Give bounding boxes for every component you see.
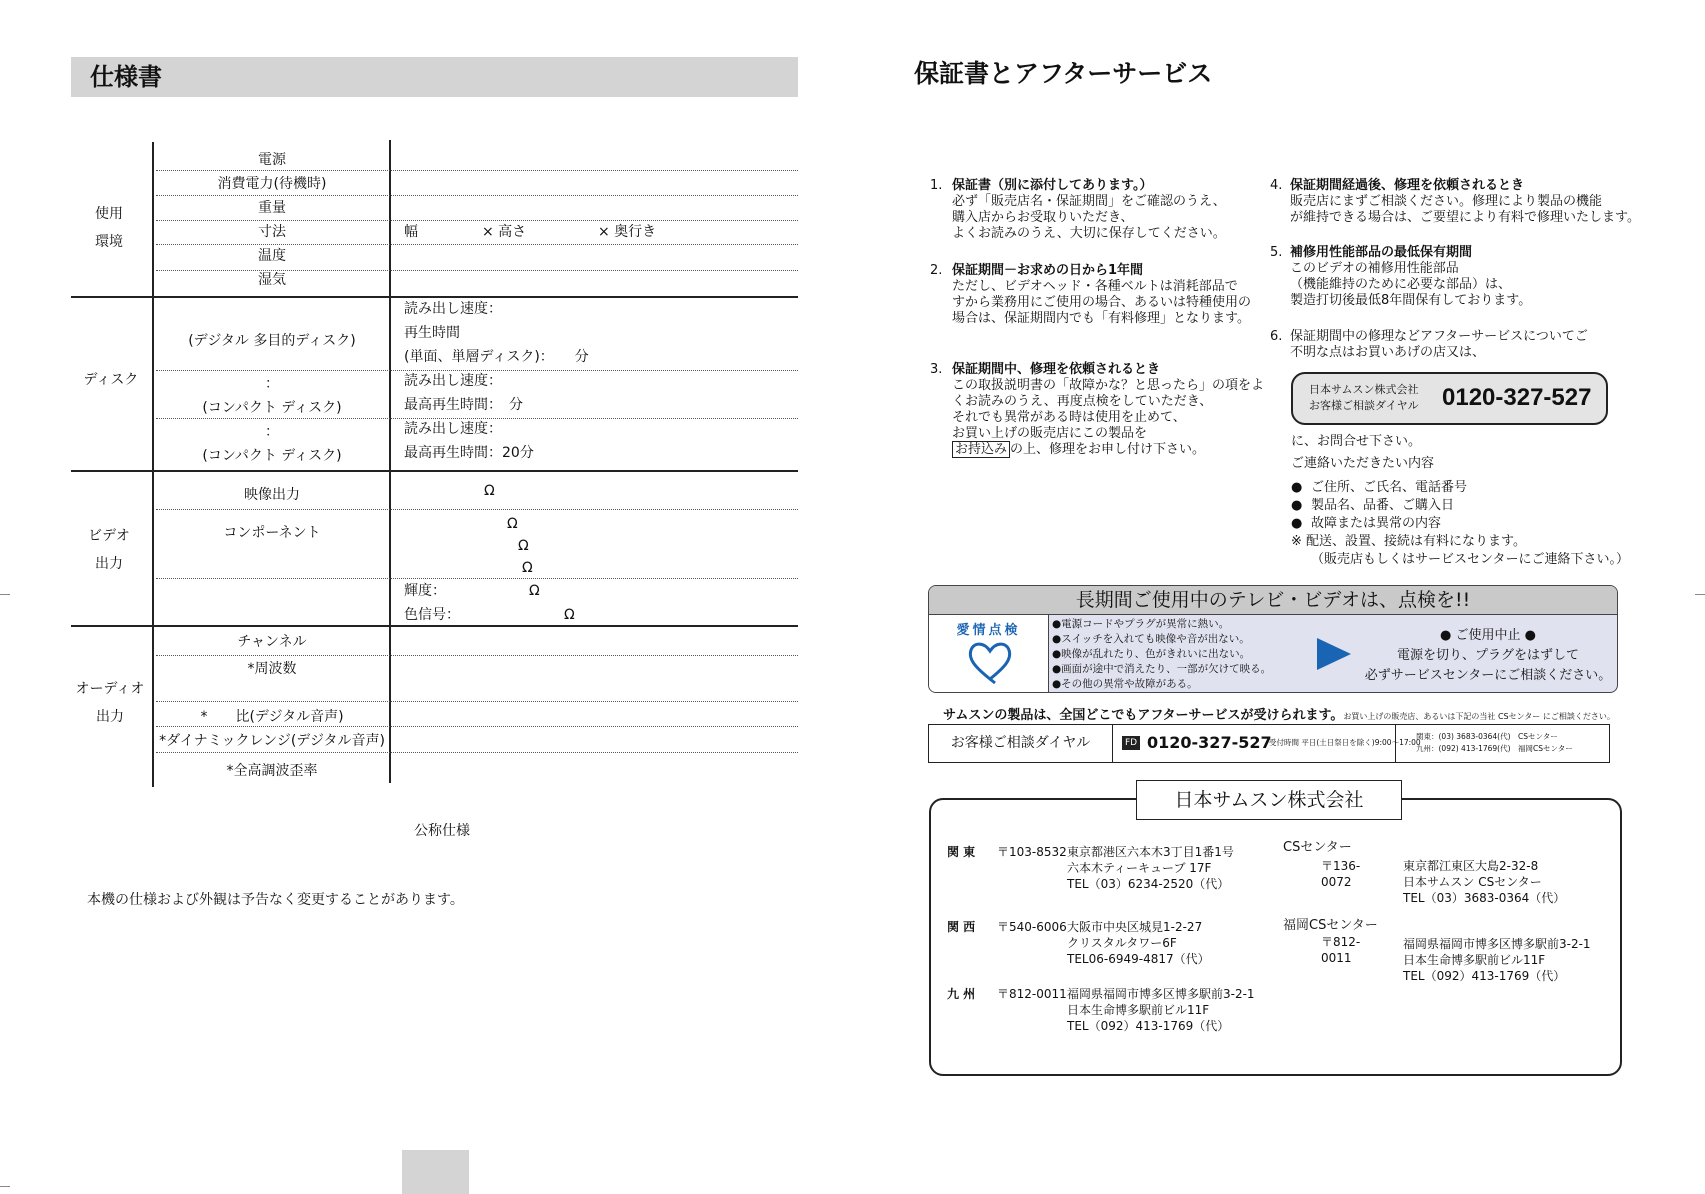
audio-item: チャンネル [237,634,307,650]
size-width: 幅 [404,224,418,240]
video-chroma: 色信号： [404,607,460,623]
action-text: ● ご使用中止 ● 電源を切り、プラグをはずして 必ずサービスセンターにご相談ください。 [1364,628,1612,683]
group-video: ビデオ 出力 [88,528,130,572]
heart-plug-icon [965,639,1015,685]
service-line: サムスンの製品は、全国どこでもアフターサービスが受けられます。お買い上げの販売店、あるいは下記の当社 CSセンター にご相談ください。 [943,708,1615,723]
left-title-bar [71,57,798,97]
video-comp-label: コンポーネント [223,525,321,541]
video-comp-value: Ω [518,538,529,554]
warranty-col-2: 4. 保証期間経過後、修理を依頼されるとき 販売店にまずご相談ください。修理により製品の機能 が維持できる場合は、ご要望により有料で修理いたします。 5. 補修用性能部品の最低保有期間 このビデオの補修用性能部品 （機能維持のために必要な部品）は、 製造打切後最低8年間保有しております。 6. 保証期間中の修理などアフターサービスについてご 不明な点はお買いあげの店又は、 [1270,178,1640,360]
video-chroma-ohm: Ω [564,607,575,623]
audio-item: * 比(デジタル音声) [200,709,344,725]
call-number[interactable]: 0120-327-527 [1442,384,1592,411]
audio-item: *全高調波歪率 [226,763,318,779]
usage-item: 寸法 [258,224,286,240]
disc-cd1-colon: ： [265,376,279,392]
right-title: 保証書とアフターサービス [914,59,1213,88]
disc-value: 読み出し速度： [404,301,502,317]
dial-number[interactable]: 0120-327-527 [1147,733,1272,752]
audio-item: *周波数 [247,661,297,677]
disc-value: 再生時間 [404,325,460,341]
group-usage: 使用 環境 [95,206,123,250]
usage-item: 消費電力(待機時) [217,176,327,192]
video-lum: 輝度： [404,583,446,599]
size-height: × 高さ [482,224,527,240]
video-comp-value: Ω [507,516,518,532]
page-title: 仕様書 [90,63,162,91]
contact-head: ご連絡いただきたい内容 [1291,456,1435,471]
boxed-text: お持込み [952,441,1010,458]
usage-item: 電源 [258,152,286,168]
inspection-banner: 長期間ご使用中のテレビ・ビデオは、点検を!! 愛情点検 ●電源コードやプラグが異常に熱い。 ●スイッチを入れても映像や音が出ない。 ●映像が乱れたり、色がきれいに出ない。 ●画面が途中で消えたり、一部が欠けて映る。 ●その他の異常や故障がある。 ● ご使用中止 ● 電源を切り、プラグをはずして 必ずサービスセンターにご相談ください。 [928,585,1618,693]
arrow-right-icon [1317,638,1351,670]
page-number-box [402,1150,469,1194]
size-depth: × 奥行き [598,224,657,240]
warranty-col-1: 1. 保証書（別に添付してあります。） 必ず「販売店名・保証期間」をご確認のうえ、 購入店からお受取りいただき、 よくお読みのうえ、大切に保存してください。 2. 保証期間－お求めの日から1年間 ただし、ビデオヘッド・各種ベルトは消耗部品で すから業務用にご使用の場合、あるいは特種使用の 場合は、保証期間内でも「有料修理」となります。 3. 保証期間中、修理を依頼されるとき この取扱説明書の「故障かな？と思ったら」の項をよ くお読みのうえ、再度点検をしていただき、 それでも異常がある時は使用を止めて、 お買い上げの販売店にこの製品を お持込み の上、修理をお申し付け下さい。 [930,178,1265,457]
after-call-text: に、お問合せ下さい。 [1291,434,1422,449]
group-audio: オーディオ 出力 [75,681,145,725]
disc-cd2-colon: ： [265,424,279,440]
crop-mark [0,594,10,595]
crop-mark [1695,594,1705,595]
nominal-label: 公称仕様 [414,823,470,839]
cs-list: CSセンター 〒136-0072 東京都江東区大島2-32-8 日本サムスン CSセンター TEL（03）3683-0364（代） 福岡CSセンター 〒812-0011 福岡県福岡市博多区博多駅前3-2-1 日本生命博多駅前ビル11F TEL（092）413-1769（代） [1283,840,1591,983]
disc-value: 読み出し速度： [404,421,502,437]
spec-note: 本機の仕様および外観は予告なく変更することがあります。 [87,892,464,908]
video-out-label: 映像出力 [244,487,300,503]
symptom-list: ●電源コードやプラグが異常に熱い。 ●スイッチを入れても映像や音が出ない。 ●映像が乱れたり、色がきれいに出ない。 ●画面が途中で消えたり、一部が欠けて映る。 ●その他の異常や故障がある。 [1052,618,1272,690]
disc-value: 最高再生時間： 分 [404,397,523,413]
usage-item: 重量 [258,200,286,216]
office-list: 関 東 〒103-8532 東京都港区六本木3丁目1番1号 六本木ティーキューブ 17F TEL（03）6234-2520（代） 関 西 〒540-6006 大阪市中央区城見1-2-27 クリスタルタワー6F TEL06-6949-4817（代） 九 州 〒812-0011 福岡県福岡市博多区博多駅前3-2-1 日本生命博多駅前ビル11F TEL（092）413-1769（代） [947,845,1255,1033]
contact-list: ● ご住所、ご氏名、電話番号 ● 製品名、品番、ご購入日 ● 故障または異常の内容 ※ 配送、設置、接続は有料になります。 （販売店もしくはサービスセンターにご連絡下さい。） [1291,480,1629,567]
disc-cd2-label: (コンパクト ディスク) [202,448,342,464]
disc-cd1-label: (コンパクト ディスク) [202,400,342,416]
usage-item: 温度 [258,248,286,264]
badge-area: 愛情点検 [929,615,1049,692]
crop-mark [0,1186,10,1187]
call-box: 日本サムスン株式会社 お客様ご相談ダイヤル 0120-327-527 [1291,372,1608,425]
usage-item: 湿気 [258,272,286,288]
disc-dvd-label: (デジタル 多目的ディスク) [188,333,356,349]
company-name: 日本サムスン株式会社 [1136,780,1402,820]
video-out-value: Ω [484,483,495,499]
disc-value: (単面、単層ディスク)： 分 [404,349,589,365]
dial-row: お客様ご相談ダイヤル FD 0120-327-527 受付時間 平日(土日祭日を除く)9:00～17:00 関東：(03) 3683-0364(代) CSセンター 九州：(092) 413-1769(代) 福岡CSセンター [928,724,1610,763]
disc-value: 読み出し速度： [404,373,502,389]
video-lum-ohm: Ω [529,583,540,599]
disc-value: 最高再生時間：20分 [404,445,534,461]
group-disc: ディスク [83,372,139,388]
audio-item: *ダイナミックレンジ(デジタル音声) [159,733,385,749]
video-comp-value: Ω [522,560,533,576]
